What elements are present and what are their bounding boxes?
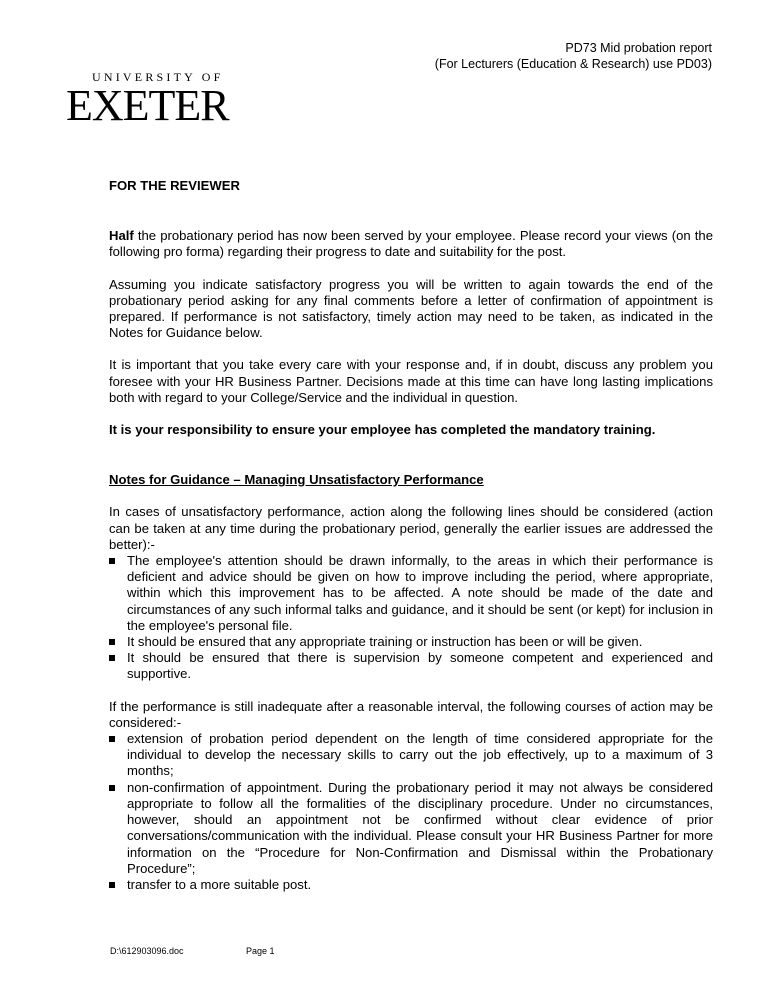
list-item	[109, 650, 713, 682]
logo-top-text: UNIVERSITY OF	[92, 70, 224, 84]
bullet-icon	[109, 785, 115, 791]
intro-text: the probationary period has now been served by your employee. Please record your views (on the following pro forma) regarding their progress to date and suitability for the post.	[109, 228, 713, 260]
list-item-text: transfer to a more suitable post.	[127, 876, 312, 892]
bullet-icon	[109, 639, 115, 645]
document-header	[435, 40, 712, 72]
logo-main-text: EXETER	[66, 81, 229, 130]
list-item-text: It should be ensured that any appropriate training or instruction has been or will be given.	[127, 634, 643, 650]
list-item	[109, 877, 713, 893]
list-item-text: extension of probation period dependent on the length of time considered appropriate for the individual to develop the necessary skills to carry out the job effectively, up to a maximum of 3 months;	[127, 731, 713, 779]
document-body	[109, 178, 713, 893]
reviewer-heading: FOR THE REVIEWER	[109, 178, 240, 193]
footer-filename: D:\612903096.doc	[110, 946, 184, 956]
form-code: PD73 Mid probation report	[565, 41, 712, 55]
bullet-icon	[109, 655, 115, 661]
form-note: (For Lecturers (Education & Research) use PD03)	[434, 57, 712, 71]
footer-page-number: Page 1	[246, 946, 275, 956]
notes-list	[109, 553, 713, 683]
actions-list	[109, 731, 713, 893]
progress-paragraph: Assuming you indicate satisfactory progress you will be written to again towards the end of the probationary period asking for any final comments before a letter of confirmation of appointment is prepared. If performance is not satisfactory, timely action may need to be taken, as indicated in the Notes for Guidance below.	[109, 276, 713, 341]
list-item-text: non-confirmation of appointment. During the probationary period it may not always be considered appropriate to follow all the formalities of the disciplinary procedure. Under no circumstances, however, should an appointment not be confirmed without clear evidence of prior conversations/communication with the individual. Please consult your HR Business Partner for more information on the “Procedure for Non-Confirmation and Dismissal within the Probationary Procedure”;	[127, 779, 713, 876]
notes-intro: In cases of unsatisfactory performance, action along the following lines should be considered (action can be taken at any time during the probationary period, generally the earlier issues are addressed the better):-	[109, 504, 713, 552]
training-responsibility: It is your responsibility to ensure your employee has completed the mandatory training.	[109, 422, 656, 438]
list-item-text: It should be ensured that there is supervision by someone competent and experienced and supportive.	[127, 650, 713, 682]
importance-paragraph: It is important that you take every care with your response and, if in doubt, discuss any problem you foresee with your HR Business Partner. Decisions made at this time can have long lasting implications both with regard to your College/Service and the individual in question.	[109, 357, 713, 405]
intro-bold-word: Half	[109, 228, 134, 244]
bullet-icon	[109, 882, 115, 888]
list-item	[109, 553, 713, 634]
university-logo	[66, 70, 244, 128]
intro-paragraph	[109, 228, 713, 260]
list-item	[109, 731, 713, 780]
notes-heading: Notes for Guidance – Managing Unsatisfactory Performance	[109, 472, 484, 488]
inadequate-intro: If the performance is still inadequate after a reasonable interval, the following courses of action may be considered:-	[109, 698, 713, 730]
list-item-text: The employee's attention should be drawn informally, to the areas in which their performance is deficient and advice should be given on how to improve including the period, where appropriate, within which this improvement has to be affected. A note should be made of the date and circumstances of any such informal talks and guidance, and it should be sent (or kept) for inclusion in the employee's personal file.	[127, 553, 713, 633]
bullet-icon	[109, 736, 115, 742]
list-item	[109, 634, 713, 650]
list-item	[109, 780, 713, 877]
bullet-icon	[109, 558, 115, 564]
